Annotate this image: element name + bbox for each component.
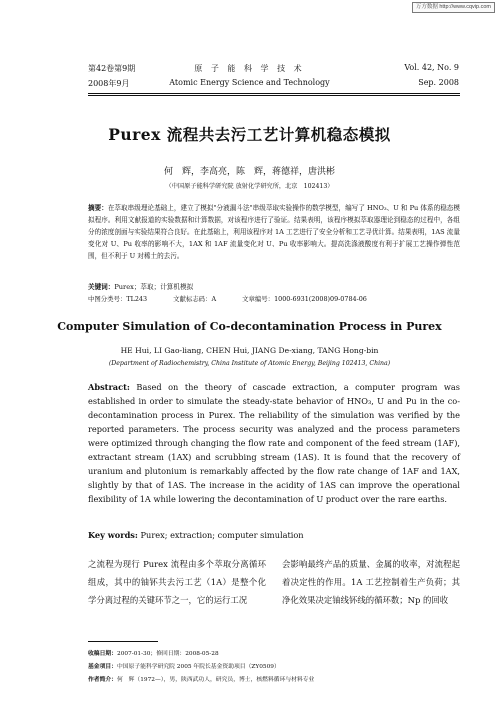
footnote-received-label: 收稿日期： <box>88 651 117 657</box>
keywords-en <box>88 530 304 540</box>
volume-cn: 第42卷第9期 <box>88 64 136 73</box>
footnote-author-text: 何 辉（1972—），男，陕西武功人，研究员，博士，核燃料循环与材料专业 <box>117 677 315 683</box>
affiliation: （中国原子能科学研究院 放射化学研究所，北京 102413） <box>165 183 334 190</box>
footnote-author-label: 作者简介： <box>88 677 117 683</box>
date-cn: 2008年9月 <box>88 79 130 88</box>
journal-name-cn: 原 子 能 科 学 技 术 <box>194 64 305 73</box>
article-number: 文章编号：1000-6931(2008)09-0784-06 <box>242 295 367 303</box>
abstract-cn-text: 在萃取串级理论基础上，建立了模拟"分液漏斗法"串级萃取实验操作的数学模型，编写了 HNO₃、U 和 Pu 体系的稳态模拟程序。利用文献报道的实验数据和计算数据，对该程序进行了验证。结果表明，该程序模拟萃取器理论到稳态的过程中，各组分的浓度剖面与实验结果符合良好。在此基础上，利用该程序对 1A 工艺进行了安全分析和工艺寻优计算。结果表明，1AS 流量变化对 U、Pu 收率的影响不大，1AX 和 1AF 流量变化对 U、Pu 收率影响大。提高洗涤液酸度有利于扩展工艺操作弹性范围，但不利于 U 对稀土的去污。 <box>88 204 461 260</box>
footnote-received <box>88 648 219 657</box>
footnote-received-text: 2007-01-30；修回日期：2008-05-28 <box>117 651 219 657</box>
watermark-stamp: 万方数据 http://www.cqvip.com <box>412 2 495 13</box>
authors-en: HE Hui, LI Gao-liang, CHEN Hui, JIANG De-xiang, TANG Hong-bin <box>120 346 379 355</box>
footnote-fund-text: 中国原子能科学研究院 2005 年院长基金资助项目（ZY0509） <box>117 664 280 670</box>
footnote-rule <box>88 641 158 642</box>
paper-title-en: Computer Simulation of Co-decontamination Process in Purex <box>57 320 442 333</box>
date-en: Sep. 2008 <box>418 78 459 87</box>
body-column-left: 之流程为现行 Purex 流程由多个萃取分离循环组成，其中的铀钚共去污工艺（1A）是整个化学分离过程的关键环节之一，它的运行工况 <box>88 559 266 605</box>
document-code: 文献标志码：A <box>173 295 217 303</box>
keywords-en-text: Purex; extraction; computer simulation <box>140 530 304 540</box>
footnote-fund <box>88 661 280 670</box>
volume-en: Vol. 42, No. 9 <box>404 63 459 72</box>
affiliation-en: (Department of Radiochemistry, China Institute of Atomic Energy, Beijing 102413, China) <box>108 360 391 367</box>
footnote-author <box>88 674 314 683</box>
footnote-fund-label: 基金项目： <box>88 664 117 670</box>
authors: 何 辉，李高亮，陈 辉，蒋德祥，唐洪彬 <box>163 167 335 177</box>
abstract-en-label: Abstract: <box>88 382 130 392</box>
abstract-cn <box>88 202 460 262</box>
clc-number: 中图分类号：TL243 <box>88 295 148 303</box>
journal-name-en: Atomic Energy Science and Technology <box>169 78 330 87</box>
keywords-cn <box>88 281 193 291</box>
abstract-en <box>88 380 460 506</box>
header-rule <box>88 93 460 94</box>
keywords-cn-text: Purex；萃取；计算机模拟 <box>114 283 194 291</box>
paper-title: Purex 流程共去污工艺计算机稳态模拟 <box>108 125 391 144</box>
abstract-cn-label: 摘要： <box>88 204 108 212</box>
keywords-cn-label: 关键词： <box>88 283 115 291</box>
header-rule-thin <box>88 95 460 96</box>
abstract-en-text: Based on the theory of cascade extraction, a computer program was established in order to simulate the steady-state behavior of HNO₃, U and Pu in the co-decontamination process in Purex. The reliability of the simulation was verified by the reported parameters. The process security was analyzed and the process parameters were optimized through changing the flow rate and component of the feed stream (1AF), extractant stream (1AX) and scrubbing stream (1AS). It is found that the recovery of uranium and plutonium is remarkably affected by the flow rate change of 1AF and 1AX, slightly by that of 1AS. The increase in the acidity of 1AS can improve the operational flexibility of 1A while lowering the decontamination of U product over the rare earths. <box>88 382 460 504</box>
body-column-right: 会影响最终产品的质量、金属的收率，对流程起着决定性的作用。1A 工艺控制着生产负荷；其净化效果决定铀线钚线的循环数；Np 的回收 <box>282 559 460 605</box>
keywords-en-label: Key words: <box>88 530 138 540</box>
classification-line <box>88 294 391 303</box>
